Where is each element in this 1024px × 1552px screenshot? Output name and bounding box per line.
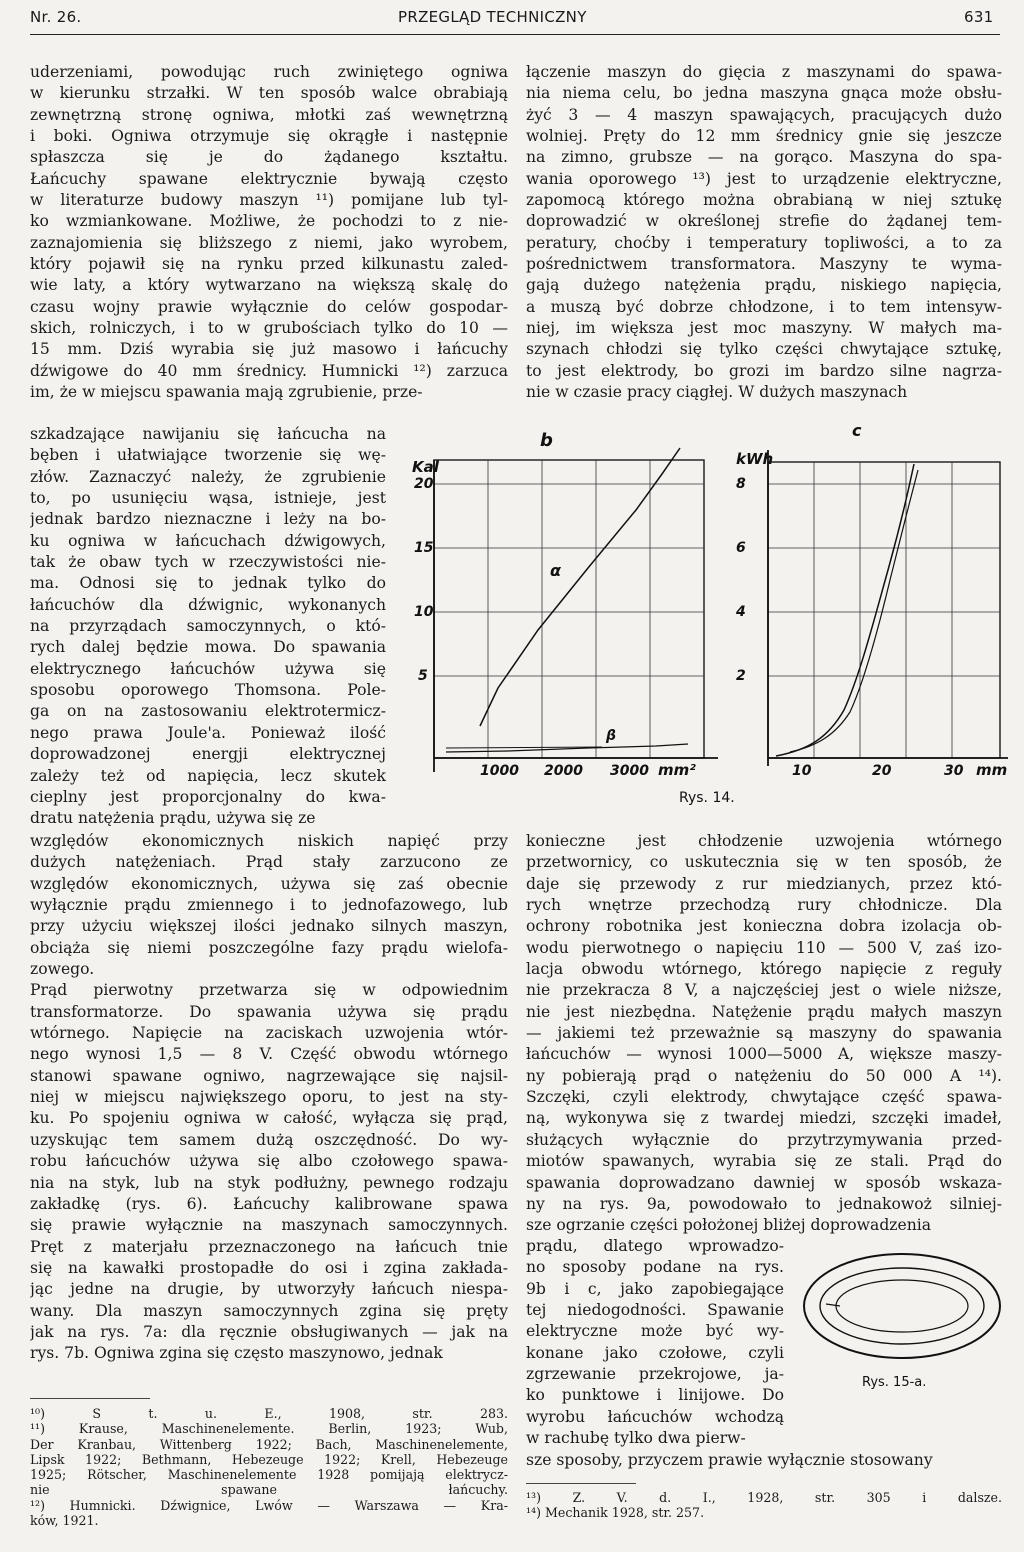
text-line: się prawie wyłącznie na maszynach samoczynnych. [30, 1216, 508, 1235]
figure-14-panel-c [735, 421, 1008, 779]
panel-c-xtick-10: 10 [792, 763, 812, 779]
text-line: łańcuchów — wynosi 1000—5000 A, większe maszy- [526, 1045, 1002, 1064]
curve-c-lower [776, 464, 914, 756]
panel-b-grid [434, 460, 704, 758]
header-rule [30, 34, 1000, 35]
text-line: nie spawane łańcuchy. [30, 1482, 508, 1498]
text-line: ma. Odnosi się to jednak tylko do [30, 574, 386, 593]
text-line: im, że w miejscu spawania mają zgrubienie, prze- [30, 383, 423, 402]
panel-b-xtick-2000: 2000 [544, 763, 583, 779]
text-line: elektrycznego łańcuchów używa się [30, 659, 386, 678]
text-line: rych wnętrze przechodzą rury chłodnicze. Dla [526, 896, 1002, 915]
text-line: lacja obwodu wtórnego, którego napięcie z reguły [526, 960, 1002, 979]
curve-alpha-label: α [550, 561, 561, 580]
text-line: wyłącznie prądu zmiennego i to jednofazowego, lub [30, 896, 508, 915]
text-line: Lipsk 1922; Bethmann, Hebezeuge 1922; Krell, Hebezeuge [30, 1451, 508, 1467]
panel-c-ytick-8: 8 [736, 476, 746, 492]
text-line: ga on na zastosowaniu elektrotermicz- [30, 702, 386, 721]
text-line: Szczęki, czyli elektrody, chwytające część spawa- [526, 1088, 1002, 1107]
panel-c-grid [768, 462, 1000, 758]
text-line: złów. Zaznaczyć należy, że zgrubienie [30, 467, 386, 486]
panel-c-xtick-20: 20 [872, 763, 892, 779]
text-line: wodu pierwotnego o napięciu 110 — 500 V, zaś izo- [526, 938, 1002, 957]
text-line: robu łańcuchów używa się albo czołowego spawa- [30, 1152, 508, 1171]
text-line: rych dalej będzie mowa. Do spawania [30, 638, 386, 657]
text-line: ko wzmiankowane. Możliwe, że pochodzi to z nie- [30, 212, 508, 231]
text-line: wolniej. Pręty do 12 mm średnicy gnie się jeszcze [526, 127, 1002, 146]
text-line: żyć 3 — 4 maszyn spawających, pracujących dużo [526, 105, 1002, 124]
text-line: wtórnego. Napięcie na zaciskach uzwojenia wtór- [30, 1024, 508, 1043]
panel-c-x-unit: mm [976, 761, 1008, 779]
text-line: sposobu oporowego Thomsona. Pole- [30, 681, 386, 700]
text-line: czasu wojny prawie wyłącznie do celów gospodar- [30, 297, 508, 316]
text-line: nie w czasie pracy ciągłej. W dużych maszynach [526, 383, 908, 402]
journal-title: PRZEGLĄD TECHNICZNY [398, 8, 587, 26]
text-line: bęben i ułatwiające tworzenie się wę- [30, 446, 386, 465]
text-line: konane jako czołowe, czyli [526, 1343, 784, 1362]
text-line: na przyrządach samoczynnych, o któ- [30, 617, 386, 636]
text-line: dratu natężenia prądu, używa się ze [30, 809, 316, 828]
text-line: — jakiemi też przeważnie są maszyny do spawania [526, 1024, 1002, 1043]
figure-15a-caption: Rys. 15-a. [862, 1375, 927, 1390]
panel-b-ytick-20: 20 [414, 476, 434, 492]
text-line: pośrednictwem transformatora. Maszyny te wyma- [526, 255, 1002, 274]
panel-b-ytick-15: 15 [414, 540, 434, 556]
text-line: transformatorze. Do spawania używa się prądu [30, 1002, 508, 1021]
right-column-last-line: sze sposoby, przyczem prawie wyłącznie stosowany [526, 1451, 933, 1469]
text-line: na zimno, grubsze — na gorąco. Maszyna do spa- [526, 148, 1002, 167]
text-line: jednak bardzo nieznaczne i leży na bo- [30, 510, 386, 529]
left-column-bottom-text [30, 831, 508, 1365]
text-line: zgrzewanie przekrojowe, ja- [526, 1365, 784, 1384]
text-line: ny pobierają prąd o natężeniu do 50 000 A ¹⁴). [526, 1066, 1002, 1085]
text-line: służących wyłącznie do przytrzymywania przed- [526, 1130, 1002, 1149]
panel-c-y-unit: kWh [736, 450, 774, 468]
figure-15a-chain-link [804, 1254, 1000, 1358]
text-line: szynach chłodzi się tylko części chwytające sztukę, [526, 340, 1002, 359]
text-line: szkadzające nawijaniu się łańcucha na [30, 425, 386, 443]
text-line: tak że obaw tych w rzeczywistości nie- [30, 553, 386, 572]
text-line: ku ogniwa w łańcuchach dźwigowych, [30, 531, 386, 550]
text-line: ¹⁴) Mechanik 1928, str. 257. [526, 1505, 705, 1521]
text-line: w rachubę tylko dwa pierw- [526, 1429, 746, 1448]
text-line: wyrobu łańcuchów wchodzą [526, 1407, 784, 1426]
text-line: obciąża się niemi poszczególne fazy prądu wielofa- [30, 938, 508, 957]
text-line: łańcuchów dla dźwignic, wykonanych [30, 595, 386, 614]
left-footnotes [30, 1406, 508, 1528]
right-column-narrow-text [526, 1236, 784, 1449]
text-line: daje się przewody z rur miedzianych, przez któ- [526, 874, 1002, 893]
text-line: tej niedogodności. Spawanie [526, 1301, 784, 1320]
text-line: Pręt z materjału przeznaczonego na łańcuch tnie [30, 1237, 508, 1256]
page-number: 631 [964, 8, 994, 26]
panel-b-y-unit: Kal [412, 458, 439, 476]
text-line: Łańcuchy spawane elektrycznie bywają często [30, 169, 508, 188]
panel-b-label: b [540, 430, 553, 451]
text-line: Prąd pierwotny przetwarza się w odpowiednim [30, 981, 508, 1000]
text-line: Der Kranbau, Wittenberg 1922; Bach, Maschinenelemente, [30, 1436, 508, 1452]
text-line: nego prawa Joule'a. Ponieważ ilość [30, 723, 386, 742]
text-line: nia na styk, lub na styk podłużny, pewnego rodzaju [30, 1173, 508, 1192]
text-line: przy użyciu większej ilości jednako silnych maszyn, [30, 917, 508, 936]
panel-b-xtick-3000: 3000 [610, 763, 649, 779]
panel-c-frame [768, 462, 1000, 758]
panel-c-label: c [852, 421, 862, 440]
text-line: ków, 1921. [30, 1513, 99, 1529]
panel-b-x-unit: mm² [658, 761, 696, 779]
text-line: doprowadzić w określonej strefie do żądanej tem- [526, 212, 1002, 231]
text-line: sze ogrzanie części położonej bliżej doprowadzenia [526, 1216, 932, 1235]
text-line: dźwigowe do 40 mm średnicy. Humnicki ¹²) zarzuca [30, 361, 508, 380]
text-line: 15 mm. Dziś wyrabia się już masowo i łańcuchy [30, 340, 508, 359]
text-line: miotów spawanych, wyrabia się ze stali. Prąd do [526, 1152, 1002, 1171]
figure-15a [790, 1246, 1024, 1442]
text-line: zakładkę (rys. 6). Łańcuchy kalibrowane spawa [30, 1194, 508, 1213]
text-line: no sposoby podane na rys. [526, 1258, 784, 1277]
text-line: uderzeniami, powodując ruch zwiniętego ogniwa [30, 63, 508, 81]
panel-b-ytick-5: 5 [418, 668, 428, 684]
text-line: gają dużego natężenia prądu, niskiego napięcia, [526, 276, 1002, 295]
panel-c-ytick-6: 6 [736, 540, 746, 556]
panel-c-ytick-4: 4 [736, 604, 746, 620]
curve-beta-label: β [606, 728, 617, 744]
text-line: i boki. Ogniwa otrzymuje się okrągłe i następnie [30, 127, 508, 146]
text-line: nia niema celu, bo jedna maszyna gnąca może obsłu- [526, 84, 1002, 103]
text-line: ¹³) Z. V. d. I., 1928, str. 305 i dalsze. [526, 1490, 1002, 1505]
text-line: spłaszcza się je do żądanego kształtu. [30, 148, 508, 167]
panel-c-xtick-30: 30 [944, 763, 964, 779]
text-line: 9b i c, jako zapobiegające [526, 1279, 784, 1298]
text-line: prądu, dlatego wprowadzo- [526, 1237, 784, 1255]
curve-c-upper [790, 470, 918, 752]
text-line: ko punktowe i linijowe. Do [526, 1386, 784, 1405]
text-line: ochrony robotnika jest konieczna dobra izolacja ob- [526, 917, 1002, 936]
text-line: jak na rys. 7a: dla ręcznie obsługiwanych — jak na [30, 1322, 508, 1341]
text-line: stanowi spawane ogniwo, nagrzewające się najsil- [30, 1066, 508, 1085]
text-line: zaznajomienia się bliższego z niemi, jako wyrobem, [30, 233, 508, 252]
text-line: jąc jedne na drugie, by utworzyły łańcuch niespa- [30, 1280, 508, 1299]
text-line: peratury, choćby i temperatury topliwości, a to za [526, 233, 1002, 252]
text-line: nego wynosi 1,5 — 8 V. Część obwodu wtórnego [30, 1045, 508, 1064]
text-line: który pojawił się na rynku przed kilkunastu zaled- [30, 255, 508, 274]
text-line: ¹²) Humnicki. Dźwignice, Lwów — Warszawa — Kra- [30, 1497, 508, 1513]
text-line: skich, rolniczych, i to w grubościach tylko do 10 — [30, 319, 508, 338]
text-line: rys. 7b. Ogniwa zgina się często maszynowo, jednak [30, 1344, 443, 1363]
text-line: nie jest niezbędna. Natężenie prądu małych maszyn [526, 1002, 1002, 1021]
figure-14-caption: Rys. 14. [679, 790, 735, 806]
right-footnote-rule [526, 1483, 636, 1484]
text-line: wie laty, a który wytwarzano na większą skalę do [30, 276, 508, 295]
right-column-top-text [526, 62, 1002, 404]
text-line: zapomocą którego można obrabianą w niej sztukę [526, 191, 1002, 210]
text-line: wany. Dla maszyn samoczynnych zgina się pręty [30, 1301, 508, 1320]
text-line: niej, im większa jest moc maszyny. W małych ma- [526, 319, 1002, 338]
text-line: doprowadzonej energji elektrycznej [30, 745, 386, 764]
text-line: spawania doprowadzano dawniej w sposób wskaza- [526, 1173, 1002, 1192]
text-line: zowego. [30, 960, 95, 979]
text-line: ¹⁰) S t. u. E., 1908, str. 283. [30, 1406, 508, 1421]
text-line: niej w miejscu największego oporu, to jest na sty- [30, 1088, 508, 1107]
figure-14-panel-b [412, 430, 718, 779]
text-line: ¹¹) Krause, Maschinenelemente. Berlin, 1923; Wub, [30, 1421, 508, 1437]
text-line: przetwornicy, co uskutecznia się w ten sposób, że [526, 853, 1002, 872]
text-line: względów ekonomicznych niskich napięć przy [30, 832, 508, 850]
text-line: cieplny jest proporcjonalny do kwa- [30, 787, 386, 806]
text-line: 1925; Rötscher, Maschinenelemente 1928 pomijają elektrycz- [30, 1467, 508, 1483]
panel-b-ytick-10: 10 [414, 604, 434, 620]
text-line: uzyskując tem samem dużą oszczędność. Do wy- [30, 1130, 508, 1149]
panel-c-ytick-2: 2 [736, 668, 746, 684]
text-line: to jest elektrody, bo grozi im bardzo silne nagrza- [526, 361, 1002, 380]
text-line: a muszą być dobrze chłodzone, i to tem intensyw- [526, 297, 1002, 316]
right-column-mid-text [526, 831, 1002, 1237]
text-line: elektryczne może być wy- [526, 1322, 784, 1341]
text-line: ną, wykonywa się z twardej miedzi, szczęki imadeł, [526, 1109, 1002, 1128]
text-line: konieczne jest chłodzenie uzwojenia wtórnego [526, 832, 1002, 850]
text-line: względów ekonomicznych, używa się zaś obecnie [30, 874, 508, 893]
issue-number: Nr. 26. [30, 8, 82, 26]
text-line: ku. Po spojeniu ogniwa w całość, wyłącza się prąd, [30, 1109, 508, 1128]
text-line: się na kawałki prostopadłe do osi i zgina zakłada- [30, 1258, 508, 1277]
left-column-top-text [30, 62, 508, 404]
text-line: łączenie maszyn do gięcia z maszynami do spawa- [526, 63, 1002, 81]
right-footnotes [526, 1490, 1002, 1521]
text-line: wania oporowego ¹³) jest to urządzenie elektryczne, [526, 169, 1002, 188]
text-line: zewnętrzną stronę ogniwa, młotki zaś wewnętrzną [30, 105, 508, 124]
text-line: nie przekracza 8 V, a najczęściej jest o wiele niższe, [526, 981, 1002, 1000]
text-line: dużych natężeniach. Prąd stały zarzucono ze [30, 853, 508, 872]
panel-b-frame [434, 460, 704, 758]
text-line: to, po usunięciu wąsa, istnieje, jest [30, 489, 386, 508]
left-footnote-rule [30, 1398, 150, 1399]
text-line: w kierunku strzałki. W ten sposób walce obrabiają [30, 84, 508, 103]
text-line: ny na rys. 9a, powodowało to jednakowoż silniej- [526, 1194, 1002, 1213]
panel-b-xtick-1000: 1000 [480, 763, 519, 779]
text-line: w literaturze budowy maszyn ¹¹) pomijane lub tyl- [30, 191, 508, 210]
text-line: zależy też od napięcia, lecz skutek [30, 766, 386, 785]
figure-14 [388, 420, 1024, 810]
left-column-narrow-text [30, 424, 386, 830]
